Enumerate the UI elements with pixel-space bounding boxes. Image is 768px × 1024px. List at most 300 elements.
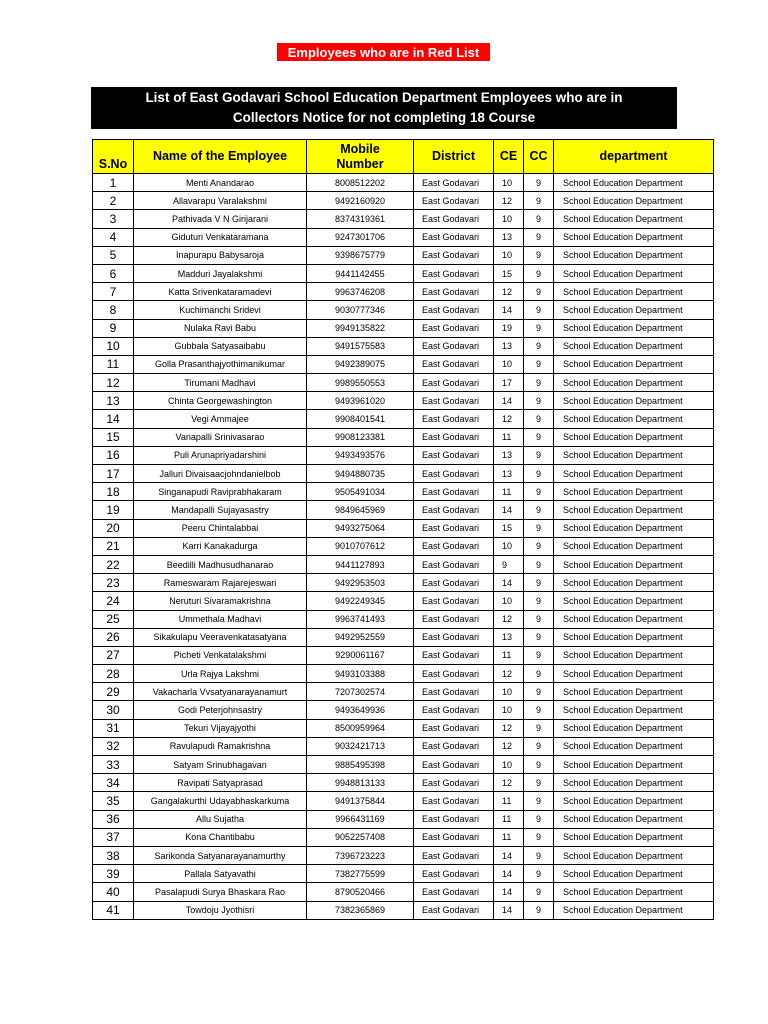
cell-district: East Godavari xyxy=(414,264,494,282)
table-row xyxy=(93,246,714,264)
cell-department: School Education Department xyxy=(554,555,714,573)
cell-district: East Godavari xyxy=(414,483,494,501)
cell-ce: 11 xyxy=(494,483,524,501)
table-row xyxy=(93,665,714,683)
cell-department: School Education Department xyxy=(554,883,714,901)
cell-sno: 9 xyxy=(93,319,134,337)
cell-name: Kuchimanchi Sridevi xyxy=(134,301,307,319)
cell-mobile: 9949135822 xyxy=(307,319,414,337)
cell-ce: 11 xyxy=(494,810,524,828)
cell-district: East Godavari xyxy=(414,719,494,737)
cell-department: School Education Department xyxy=(554,392,714,410)
cell-cc: 9 xyxy=(524,264,554,282)
cell-mobile: 9290061167 xyxy=(307,646,414,664)
cell-sno: 26 xyxy=(93,628,134,646)
cell-department: School Education Department xyxy=(554,828,714,846)
cell-district: East Godavari xyxy=(414,683,494,701)
cell-name: Kona Chantibabu xyxy=(134,828,307,846)
cell-mobile: 9441127893 xyxy=(307,555,414,573)
cell-ce: 15 xyxy=(494,519,524,537)
cell-district: East Godavari xyxy=(414,792,494,810)
cell-mobile: 8790520466 xyxy=(307,883,414,901)
table-row xyxy=(93,228,714,246)
table-row xyxy=(93,446,714,464)
cell-ce: 12 xyxy=(494,774,524,792)
table-row xyxy=(93,610,714,628)
cell-cc: 9 xyxy=(524,428,554,446)
cell-name: Jalluri Divaisaacjohndanielbob xyxy=(134,465,307,483)
table-row xyxy=(93,828,714,846)
cell-name: Ummethala Madhavi xyxy=(134,610,307,628)
cell-department: School Education Department xyxy=(554,792,714,810)
header-ce: CE xyxy=(494,140,524,174)
table-row xyxy=(93,810,714,828)
cell-mobile: 8374319361 xyxy=(307,210,414,228)
cell-ce: 11 xyxy=(494,646,524,664)
cell-sno: 34 xyxy=(93,774,134,792)
document-title-line-2: Collectors Notice for not completing 18 Course xyxy=(232,110,536,125)
cell-ce: 13 xyxy=(494,465,524,483)
cell-sno: 3 xyxy=(93,210,134,228)
cell-cc: 9 xyxy=(524,846,554,864)
cell-sno: 36 xyxy=(93,810,134,828)
table-row xyxy=(93,737,714,755)
cell-cc: 9 xyxy=(524,901,554,919)
cell-sno: 32 xyxy=(93,737,134,755)
table-row xyxy=(93,846,714,864)
cell-cc: 9 xyxy=(524,465,554,483)
cell-department: School Education Department xyxy=(554,374,714,392)
cell-mobile: 9493493576 xyxy=(307,446,414,464)
cell-name: Menti Anandarao xyxy=(134,174,307,192)
cell-department: School Education Department xyxy=(554,665,714,683)
cell-mobile: 9398675779 xyxy=(307,246,414,264)
employee-table xyxy=(92,139,714,920)
cell-name: Puli Arunapriyadarshini xyxy=(134,446,307,464)
cell-sno: 15 xyxy=(93,428,134,446)
cell-sno: 24 xyxy=(93,592,134,610)
cell-mobile: 8008512202 xyxy=(307,174,414,192)
cell-mobile: 9908401541 xyxy=(307,410,414,428)
cell-district: East Godavari xyxy=(414,337,494,355)
cell-name: Inapurapu Babysaroja xyxy=(134,246,307,264)
cell-department: School Education Department xyxy=(554,574,714,592)
cell-sno: 21 xyxy=(93,537,134,555)
cell-mobile: 9492160920 xyxy=(307,192,414,210)
cell-mobile: 9966431169 xyxy=(307,810,414,828)
cell-cc: 9 xyxy=(524,483,554,501)
cell-name: Ravipati Satyaprasad xyxy=(134,774,307,792)
header-district: District xyxy=(414,140,494,174)
cell-ce: 10 xyxy=(494,683,524,701)
table-row xyxy=(93,319,714,337)
cell-name: Allavarapu Varalakshmi xyxy=(134,192,307,210)
cell-cc: 9 xyxy=(524,628,554,646)
cell-sno: 35 xyxy=(93,792,134,810)
cell-cc: 9 xyxy=(524,537,554,555)
table-row xyxy=(93,901,714,919)
cell-name: Vakacharla Vvsatyanarayanamurt xyxy=(134,683,307,701)
header-mobile xyxy=(307,140,414,174)
cell-department: School Education Department xyxy=(554,756,714,774)
header-mobile-line-1: Mobile xyxy=(340,141,380,156)
cell-cc: 9 xyxy=(524,610,554,628)
cell-mobile: 9849645969 xyxy=(307,501,414,519)
cell-sno: 33 xyxy=(93,756,134,774)
cell-ce: 10 xyxy=(494,592,524,610)
cell-name: Katta Srivenkataramadevi xyxy=(134,283,307,301)
table-row xyxy=(93,683,714,701)
cell-name: Urla Rajya Lakshmi xyxy=(134,665,307,683)
cell-ce: 10 xyxy=(494,701,524,719)
cell-district: East Godavari xyxy=(414,192,494,210)
cell-ce: 14 xyxy=(494,865,524,883)
cell-name: Singanapudi Raviprabhakaram xyxy=(134,483,307,501)
cell-ce: 11 xyxy=(494,428,524,446)
table-row xyxy=(93,883,714,901)
table-row xyxy=(93,410,714,428)
table-row xyxy=(93,555,714,573)
table-row xyxy=(93,574,714,592)
header-department: department xyxy=(554,140,714,174)
cell-department: School Education Department xyxy=(554,865,714,883)
table-row xyxy=(93,428,714,446)
table-row xyxy=(93,519,714,537)
cell-mobile: 9491575583 xyxy=(307,337,414,355)
cell-sno: 19 xyxy=(93,501,134,519)
cell-district: East Godavari xyxy=(414,228,494,246)
cell-ce: 13 xyxy=(494,446,524,464)
cell-district: East Godavari xyxy=(414,555,494,573)
cell-cc: 9 xyxy=(524,646,554,664)
cell-mobile: 9492952559 xyxy=(307,628,414,646)
cell-sno: 37 xyxy=(93,828,134,846)
cell-cc: 9 xyxy=(524,683,554,701)
cell-district: East Godavari xyxy=(414,810,494,828)
cell-district: East Godavari xyxy=(414,246,494,264)
cell-cc: 9 xyxy=(524,774,554,792)
table-row xyxy=(93,865,714,883)
cell-department: School Education Department xyxy=(554,901,714,919)
table-row xyxy=(93,192,714,210)
cell-sno: 30 xyxy=(93,701,134,719)
table-row xyxy=(93,719,714,737)
cell-department: School Education Department xyxy=(554,228,714,246)
cell-district: East Godavari xyxy=(414,210,494,228)
cell-district: East Godavari xyxy=(414,883,494,901)
cell-cc: 9 xyxy=(524,555,554,573)
cell-sno: 1 xyxy=(93,174,134,192)
cell-district: East Godavari xyxy=(414,665,494,683)
table-row xyxy=(93,301,714,319)
table-row xyxy=(93,756,714,774)
cell-name: Gangalakurthi Udayabhaskarkuma xyxy=(134,792,307,810)
cell-ce: 12 xyxy=(494,610,524,628)
cell-mobile: 7382775599 xyxy=(307,865,414,883)
cell-sno: 5 xyxy=(93,246,134,264)
cell-department: School Education Department xyxy=(554,301,714,319)
cell-name: Satyam Srinubhagavan xyxy=(134,756,307,774)
cell-mobile: 9908123381 xyxy=(307,428,414,446)
cell-name: Godi Peterjohnsastry xyxy=(134,701,307,719)
cell-cc: 9 xyxy=(524,355,554,373)
table-row xyxy=(93,628,714,646)
cell-mobile: 9441142455 xyxy=(307,264,414,282)
cell-name: Nulaka Ravi Babu xyxy=(134,319,307,337)
table-row xyxy=(93,283,714,301)
cell-department: School Education Department xyxy=(554,719,714,737)
cell-district: East Godavari xyxy=(414,646,494,664)
cell-mobile: 9492249345 xyxy=(307,592,414,610)
cell-ce: 12 xyxy=(494,410,524,428)
cell-cc: 9 xyxy=(524,283,554,301)
cell-cc: 9 xyxy=(524,828,554,846)
cell-sno: 7 xyxy=(93,283,134,301)
document-title-line-1: List of East Godavari School Education Department Employees who are in xyxy=(145,90,623,105)
cell-district: East Godavari xyxy=(414,828,494,846)
cell-district: East Godavari xyxy=(414,737,494,755)
cell-name: Golla Prasanthajyothimanikumar xyxy=(134,355,307,373)
cell-ce: 12 xyxy=(494,719,524,737)
cell-ce: 9 xyxy=(494,555,524,573)
header-sno: S.No xyxy=(93,140,134,174)
cell-ce: 14 xyxy=(494,501,524,519)
cell-sno: 25 xyxy=(93,610,134,628)
cell-department: School Education Department xyxy=(554,210,714,228)
cell-name: Chinta Georgewashington xyxy=(134,392,307,410)
cell-ce: 12 xyxy=(494,665,524,683)
cell-district: East Godavari xyxy=(414,355,494,373)
cell-district: East Godavari xyxy=(414,374,494,392)
cell-mobile: 9494880735 xyxy=(307,465,414,483)
cell-name: Pasalapudi Surya Bhaskara Rao xyxy=(134,883,307,901)
cell-department: School Education Department xyxy=(554,446,714,464)
cell-sno: 16 xyxy=(93,446,134,464)
cell-district: East Godavari xyxy=(414,501,494,519)
cell-mobile: 9492953503 xyxy=(307,574,414,592)
cell-mobile: 8500959964 xyxy=(307,719,414,737)
table-row xyxy=(93,355,714,373)
cell-sno: 13 xyxy=(93,392,134,410)
cell-department: School Education Department xyxy=(554,192,714,210)
cell-mobile: 9010707612 xyxy=(307,537,414,555)
cell-district: East Godavari xyxy=(414,465,494,483)
cell-cc: 9 xyxy=(524,756,554,774)
cell-mobile: 9963741493 xyxy=(307,610,414,628)
table-row xyxy=(93,465,714,483)
cell-ce: 10 xyxy=(494,210,524,228)
cell-district: East Godavari xyxy=(414,774,494,792)
cell-name: Tekuri Vijayajyothi xyxy=(134,719,307,737)
cell-sno: 29 xyxy=(93,683,134,701)
cell-sno: 2 xyxy=(93,192,134,210)
cell-district: East Godavari xyxy=(414,519,494,537)
cell-cc: 9 xyxy=(524,374,554,392)
cell-department: School Education Department xyxy=(554,428,714,446)
cell-sno: 10 xyxy=(93,337,134,355)
cell-cc: 9 xyxy=(524,410,554,428)
cell-name: Allu Sujatha xyxy=(134,810,307,828)
table-row xyxy=(93,337,714,355)
cell-mobile: 7207302574 xyxy=(307,683,414,701)
cell-mobile: 9491375844 xyxy=(307,792,414,810)
cell-sno: 22 xyxy=(93,555,134,573)
cell-mobile: 9505491034 xyxy=(307,483,414,501)
cell-district: East Godavari xyxy=(414,301,494,319)
cell-name: Peeru Chintalabbai xyxy=(134,519,307,537)
cell-ce: 17 xyxy=(494,374,524,392)
cell-name: Neruturi Sivaramakrishna xyxy=(134,592,307,610)
table-row xyxy=(93,701,714,719)
cell-sno: 6 xyxy=(93,264,134,282)
table-row xyxy=(93,264,714,282)
cell-cc: 9 xyxy=(524,392,554,410)
cell-district: East Godavari xyxy=(414,628,494,646)
cell-district: East Godavari xyxy=(414,901,494,919)
table-row xyxy=(93,792,714,810)
cell-department: School Education Department xyxy=(554,737,714,755)
document-title xyxy=(91,87,677,129)
cell-cc: 9 xyxy=(524,246,554,264)
cell-department: School Education Department xyxy=(554,283,714,301)
cell-name: Beedilli Madhusudhanarao xyxy=(134,555,307,573)
cell-cc: 9 xyxy=(524,592,554,610)
cell-sno: 23 xyxy=(93,574,134,592)
cell-mobile: 9493275064 xyxy=(307,519,414,537)
cell-department: School Education Department xyxy=(554,410,714,428)
cell-department: School Education Department xyxy=(554,483,714,501)
cell-mobile: 9989550553 xyxy=(307,374,414,392)
cell-ce: 13 xyxy=(494,228,524,246)
cell-name: Picheti Venkatalakshmi xyxy=(134,646,307,664)
table-row xyxy=(93,483,714,501)
cell-sno: 27 xyxy=(93,646,134,664)
cell-sno: 20 xyxy=(93,519,134,537)
table-row xyxy=(93,210,714,228)
cell-department: School Education Department xyxy=(554,519,714,537)
cell-district: East Godavari xyxy=(414,410,494,428)
cell-cc: 9 xyxy=(524,574,554,592)
cell-sno: 31 xyxy=(93,719,134,737)
cell-district: East Godavari xyxy=(414,392,494,410)
cell-department: School Education Department xyxy=(554,846,714,864)
header-mobile-line-2: Number xyxy=(336,156,384,171)
cell-sno: 8 xyxy=(93,301,134,319)
cell-ce: 10 xyxy=(494,537,524,555)
cell-name: Rameswaram Rajarejeswari xyxy=(134,574,307,592)
cell-sno: 11 xyxy=(93,355,134,373)
cell-department: School Education Department xyxy=(554,774,714,792)
cell-cc: 9 xyxy=(524,701,554,719)
cell-name: Sarikonda Satyanarayanamurthy xyxy=(134,846,307,864)
cell-mobile: 9885495398 xyxy=(307,756,414,774)
cell-mobile: 7382365869 xyxy=(307,901,414,919)
cell-name: Ravulapudi Ramakrishna xyxy=(134,737,307,755)
cell-mobile: 9948813133 xyxy=(307,774,414,792)
cell-sno: 12 xyxy=(93,374,134,392)
cell-district: East Godavari xyxy=(414,174,494,192)
header-cc: CC xyxy=(524,140,554,174)
cell-department: School Education Department xyxy=(554,810,714,828)
cell-mobile: 9493961020 xyxy=(307,392,414,410)
cell-sno: 4 xyxy=(93,228,134,246)
cell-cc: 9 xyxy=(524,228,554,246)
table-row xyxy=(93,174,714,192)
cell-cc: 9 xyxy=(524,792,554,810)
table-row xyxy=(93,501,714,519)
cell-sno: 41 xyxy=(93,901,134,919)
cell-department: School Education Department xyxy=(554,537,714,555)
cell-ce: 13 xyxy=(494,628,524,646)
cell-ce: 12 xyxy=(494,737,524,755)
cell-cc: 9 xyxy=(524,501,554,519)
cell-department: School Education Department xyxy=(554,628,714,646)
cell-department: School Education Department xyxy=(554,646,714,664)
cell-mobile: 9493649936 xyxy=(307,701,414,719)
cell-department: School Education Department xyxy=(554,174,714,192)
cell-name: Gubbala Satyasaibabu xyxy=(134,337,307,355)
cell-mobile: 9493103388 xyxy=(307,665,414,683)
cell-sno: 39 xyxy=(93,865,134,883)
cell-name: Sikakulapu Veeravenkatasatyana xyxy=(134,628,307,646)
cell-cc: 9 xyxy=(524,337,554,355)
cell-name: Pallala Satyavathi xyxy=(134,865,307,883)
cell-ce: 10 xyxy=(494,355,524,373)
cell-name: Tirumani Madhavi xyxy=(134,374,307,392)
cell-district: East Godavari xyxy=(414,846,494,864)
cell-district: East Godavari xyxy=(414,537,494,555)
cell-department: School Education Department xyxy=(554,337,714,355)
cell-cc: 9 xyxy=(524,192,554,210)
cell-sno: 14 xyxy=(93,410,134,428)
cell-department: School Education Department xyxy=(554,683,714,701)
cell-ce: 11 xyxy=(494,792,524,810)
cell-department: School Education Department xyxy=(554,264,714,282)
table-row xyxy=(93,646,714,664)
cell-ce: 11 xyxy=(494,828,524,846)
cell-name: Mandapalli Sujayasastry xyxy=(134,501,307,519)
cell-mobile: 9492389075 xyxy=(307,355,414,373)
cell-sno: 28 xyxy=(93,665,134,683)
cell-district: East Godavari xyxy=(414,701,494,719)
cell-department: School Education Department xyxy=(554,355,714,373)
cell-cc: 9 xyxy=(524,883,554,901)
cell-name: Madduri Jayalakshmi xyxy=(134,264,307,282)
cell-mobile: 9247301706 xyxy=(307,228,414,246)
table-row xyxy=(93,774,714,792)
cell-cc: 9 xyxy=(524,319,554,337)
cell-name: Giduturi Venkataramana xyxy=(134,228,307,246)
cell-mobile: 9963746208 xyxy=(307,283,414,301)
cell-ce: 14 xyxy=(494,301,524,319)
cell-cc: 9 xyxy=(524,301,554,319)
red-list-title: Employees who are in Red List xyxy=(277,43,490,61)
cell-cc: 9 xyxy=(524,737,554,755)
cell-cc: 9 xyxy=(524,519,554,537)
cell-ce: 10 xyxy=(494,756,524,774)
cell-department: School Education Department xyxy=(554,319,714,337)
cell-ce: 10 xyxy=(494,246,524,264)
cell-ce: 14 xyxy=(494,846,524,864)
cell-mobile: 9052257408 xyxy=(307,828,414,846)
table-row xyxy=(93,537,714,555)
cell-department: School Education Department xyxy=(554,701,714,719)
cell-cc: 9 xyxy=(524,210,554,228)
cell-cc: 9 xyxy=(524,174,554,192)
cell-ce: 14 xyxy=(494,574,524,592)
cell-cc: 9 xyxy=(524,719,554,737)
cell-department: School Education Department xyxy=(554,246,714,264)
